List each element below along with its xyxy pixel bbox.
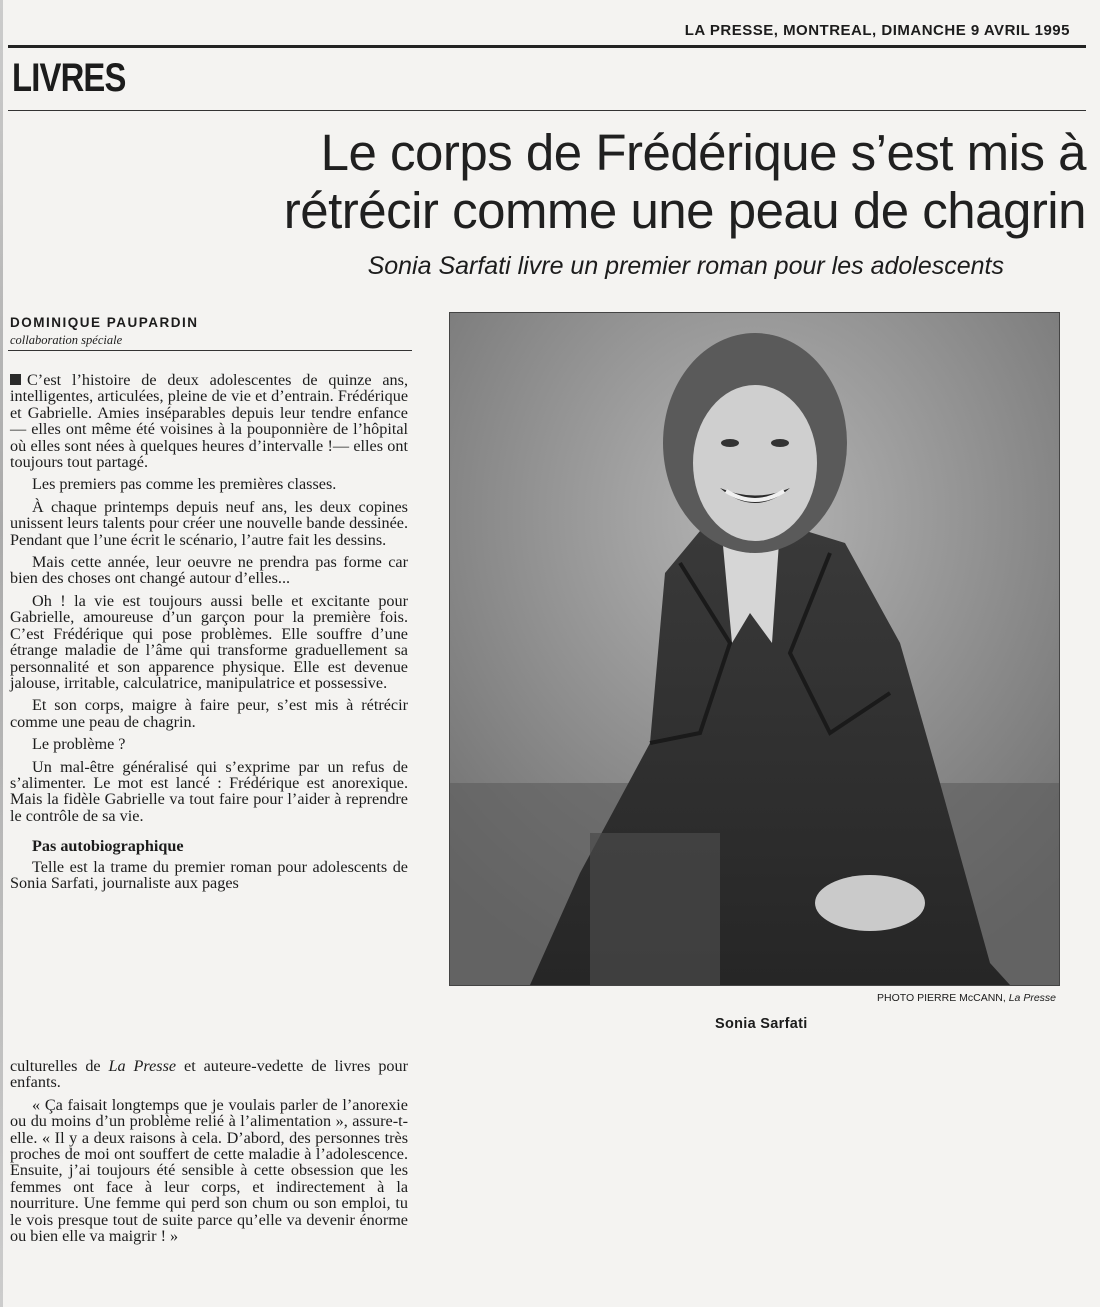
- photo-credit: PHOTO PIERRE McCANN, La Presse: [877, 992, 1056, 1004]
- article-paragraph: Et son corps, maigre à faire peur, s’est mis à rétrécir comme une peau de chagrin.: [10, 696, 408, 731]
- article-column-lower: [10, 1058, 408, 1250]
- headline: [10, 124, 1086, 240]
- section-rule: [8, 110, 1086, 111]
- article-paragraph: Un mal-être généralisé qui s’exprime par un refus de s’alimenter. Le mot est lancé : Frédérique est anorexique. Mais la fidèle Gabrielle va tout faire pour l’aider à reprendre le contrôle de sa vie.: [10, 757, 408, 825]
- article-paragraph: Mais cette année, leur oeuvre ne prendra pas forme car bien des choses ont changé autour d’elles...: [10, 553, 408, 588]
- left-eye: [721, 439, 739, 447]
- top-rule: [8, 45, 1086, 48]
- bench-shape: [590, 833, 720, 985]
- article-paragraph: Le problème ?: [32, 735, 126, 754]
- hands-shape: [815, 875, 925, 931]
- face-shape: [693, 385, 817, 541]
- paragraph-bullet-icon: [10, 374, 21, 385]
- article-column-upper: [10, 372, 408, 897]
- author-photo: [449, 312, 1060, 986]
- photo-caption: Sonia Sarfati: [715, 1016, 808, 1032]
- scan-edge: [0, 0, 3, 1307]
- article-subheading: Pas autobiographique: [32, 837, 184, 856]
- byline-rule: [8, 350, 412, 351]
- headline-line-2: rétrécir comme une peau de chagrin: [283, 182, 1086, 239]
- article-paragraph: C’est l’histoire de deux adolescentes de quinze ans, intelligentes, articulées, pleine de vie et d’entrain. Frédérique et Gabrielle. Amies inséparables depuis leur tendre enfance — elles ont même été voisines à la pouponnière de l’hôpital où elles sont nées à quelques heures d’intervalle !— elles ont toujours tout partagé.: [10, 371, 408, 472]
- byline-role: collaboration spéciale: [10, 333, 123, 347]
- masthead: LA PRESSE, MONTREAL, DIMANCHE 9 AVRIL 1995: [684, 22, 1070, 39]
- portrait-illustration: [450, 313, 1059, 985]
- article-paragraph: Les premiers pas comme les premières classes.: [32, 475, 337, 494]
- right-eye: [771, 439, 789, 447]
- byline-author: DOMINIQUE PAUPARDIN: [10, 315, 199, 330]
- newspaper-name: La Presse: [108, 1057, 177, 1075]
- article-paragraph: Oh ! la vie est toujours aussi belle et excitante pour Gabrielle, amoureuse d’un garçon pour la première fois. C’est Frédérique qui pose problèmes. Elle souffre d’une étrange maladie de l’âme qui transforme graduellement sa personnalité et son apparence physique. Elle est devenue jalouse, irritable, calculatrice, manipulatrice et possessive.: [10, 591, 408, 692]
- article-paragraph: À chaque printemps depuis neuf ans, les deux copines unissent leurs talents pour créer une nouvelle bande dessinée. Pendant que l’une écrit le scénario, l’autre fait les dessins.: [10, 497, 408, 549]
- article-paragraph: Telle est la trame du premier roman pour adolescents de Sonia Sarfati, journaliste aux pages: [10, 857, 408, 892]
- section-label: LIVRES: [12, 56, 126, 100]
- headline-line-1: Le corps de Frédérique s’est mis à: [320, 124, 1086, 181]
- article-paragraph: « Ça faisait longtemps que je voulais parler de l’anorexie ou du moins d’un problème relié à l’alimentation », assure-t-elle. « Il y a deux raisons à cela. D’abord, des personnes très proches de moi ont souffert de cette maladie à l’adolescence. Ensuite, j’ai toujours été sensible à cette obsession que les femmes ont face à leur corps, et indirectement à la nourriture. Une femme qui perd son chum ou son emploi, tu le vois presque tout de suite parce qu’elle va devenir énorme ou bien elle va maigrir ! »: [10, 1095, 408, 1246]
- subheadline: Sonia Sarfati livre un premier roman pour les adolescents: [367, 252, 1004, 280]
- article-paragraph: culturelles de La Presse et auteure-vedette de livres pour enfants.: [10, 1057, 408, 1092]
